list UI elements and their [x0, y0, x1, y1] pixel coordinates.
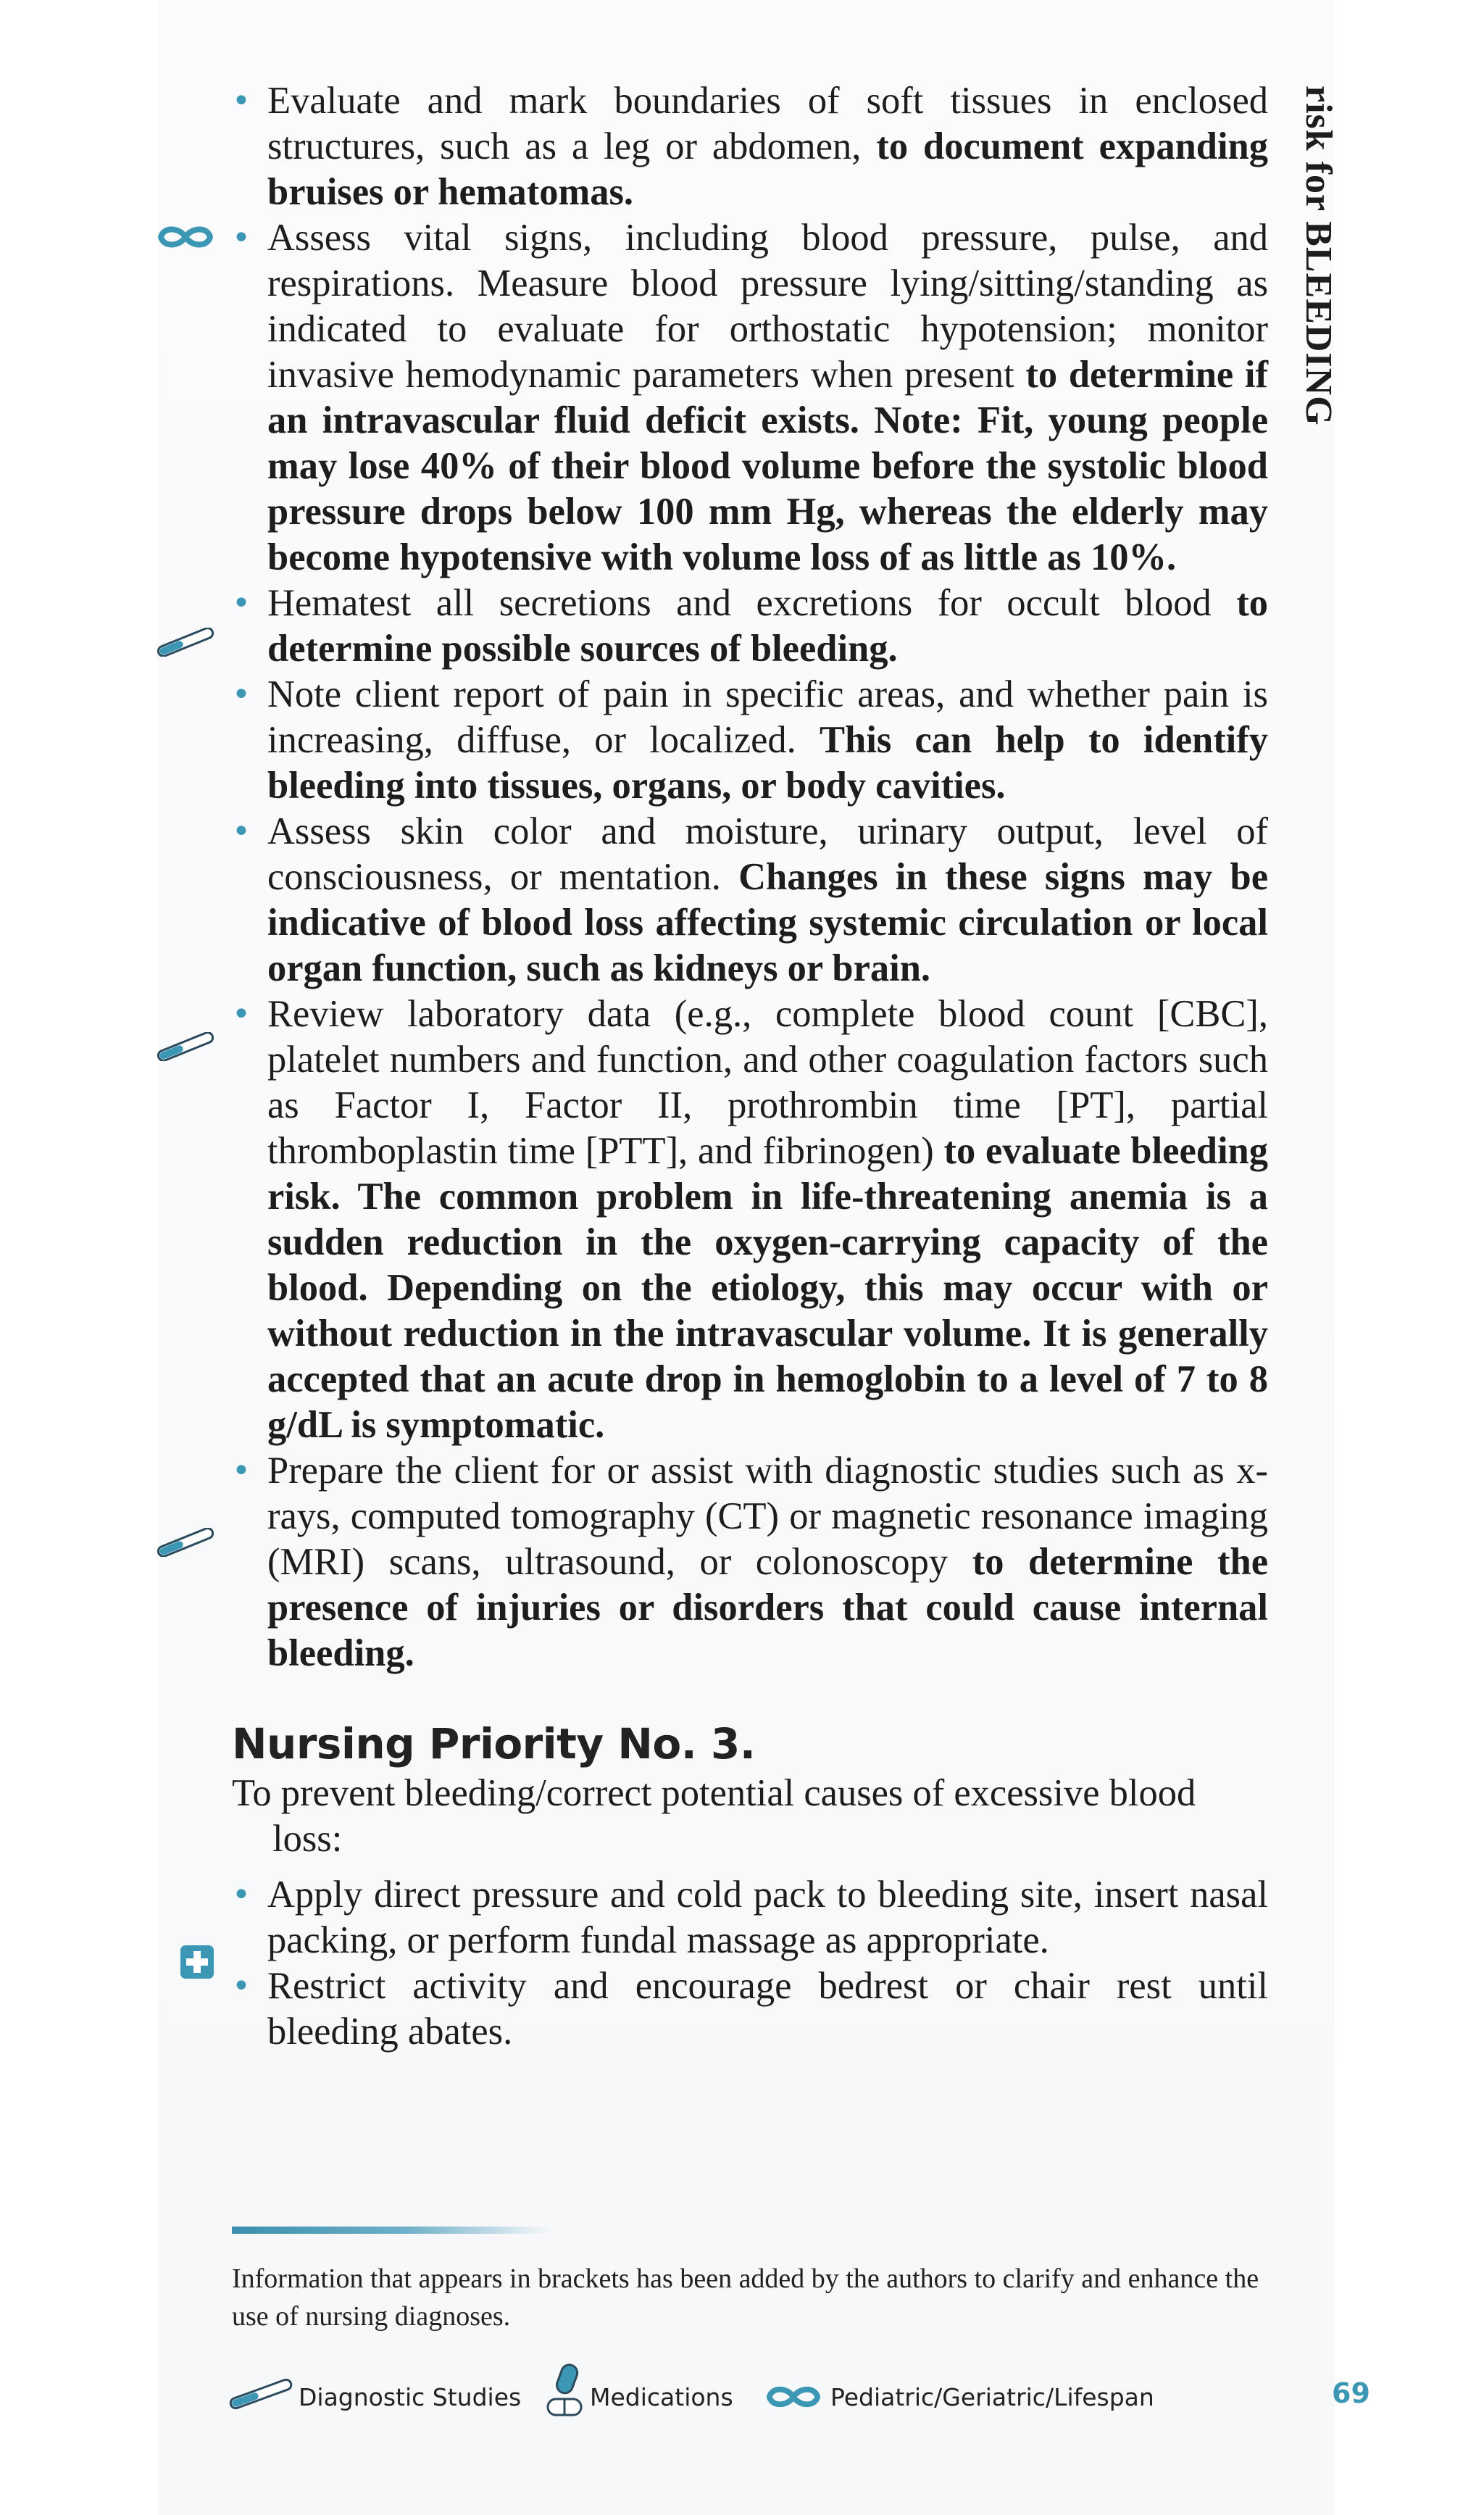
- section-heading: Nursing Priority No. 3.: [232, 1719, 756, 1768]
- footnote: Information that appears in brackets has been added by the authors to clarify and enhance the use of nursing diagnoses.: [232, 2264, 1259, 2332]
- bullet-dot: •: [232, 813, 251, 850]
- list-item: [232, 581, 1268, 672]
- list-item: [232, 809, 1268, 992]
- main-content: [232, 78, 1268, 2055]
- pill-bottle-icon: [545, 2361, 584, 2419]
- test-tube-icon: [155, 1032, 216, 1061]
- list-item: [232, 992, 1268, 1448]
- bullet-text: Note client report of pain in specific areas, and whether pain is increasing, diffuse, or localized. This can help to identify bleeding into tissues, organs, or body cavities.: [267, 673, 1268, 807]
- list-item: [232, 78, 1268, 215]
- bullet-dot: •: [232, 1876, 251, 1913]
- bullet-dot: •: [232, 1452, 251, 1489]
- infinity-icon: [764, 2383, 823, 2411]
- bullet-text: Apply direct pressure and cold pack to bleeding site, insert nasal packing, or perform fundal massage as appropriate.: [267, 1874, 1268, 1961]
- bullet-text: Assess skin color and moisture, urinary output, level of consciousness, or mentation. Changes in these signs may be indicative of blood loss affecting systemic circulation or local organ function, such as kidneys or brain.: [267, 810, 1268, 989]
- bullet-dot: •: [232, 585, 251, 622]
- bullet-text: Prepare the client for or assist with diagnostic studies such as x-rays, computed tomography (CT) or magnetic resonance imaging (MRI) scans, ultrasound, or colonoscopy to determine the presence of injuries or disorders that could cause internal bleeding.: [267, 1450, 1269, 1674]
- running-head: risk for BLEEDING: [1298, 86, 1339, 426]
- bullet-dot: •: [232, 83, 251, 120]
- list-item: [232, 215, 1268, 581]
- plus-box-icon: [180, 1945, 214, 1979]
- section-intro: To prevent bleeding/correct potential causes of excessive blood loss:: [232, 1772, 1196, 1860]
- legend-lifespan-label: Pediatric/Geriatric/Lifespan: [830, 2383, 1154, 2411]
- legend-diagnostic-label: Diagnostic Studies: [299, 2383, 522, 2411]
- bullet-text: Restrict activity and encourage bedrest or chair rest until bleeding abates.: [267, 1965, 1268, 2053]
- icon-legend: [232, 2373, 1362, 2424]
- footnote-rule: [232, 2227, 551, 2234]
- list-item: [232, 1448, 1268, 1676]
- list-item: [232, 1872, 1268, 1963]
- bullet-text: Hematest all secretions and excretions for occult blood to determine possible sources of bleeding.: [267, 582, 1268, 670]
- bullet-text: Review laboratory data (e.g., complete blood count [CBC], platelet numbers and function, and other coagulation factors such as Factor I, Factor II, prothrombin time [PT], partial thromboplastin time [PTT], and fibrinogen) to evaluate bleeding risk. The common problem in life-threatening anemia is a sudden reduction in the oxygen-carrying capacity of the blood. Depending on the etiology, this may occur with or without reduction in the intravascular volume. It is generally accepted that an acute drop in hemoglobin to a level of 7 to 8 g/dL is symptomatic.: [267, 993, 1269, 1446]
- list-item: [232, 1963, 1268, 2055]
- bullet-dot: •: [232, 220, 251, 257]
- page-number: 69: [1332, 2377, 1370, 2409]
- test-tube-icon: [228, 2377, 294, 2411]
- test-tube-icon: [155, 628, 216, 657]
- bullet-dot: •: [232, 1968, 251, 2005]
- infinity-icon: [155, 223, 216, 251]
- bullet-text: Assess vital signs, including blood pressure, pulse, and respirations. Measure blood pressure lying/sitting/standing as indicated to evaluate for orthostatic hypotension; monitor invasive hemodynamic parameters when present to determine if an intravascular fluid deficit exists. Note: Fit, young people may lose 40% of their blood volume before the systolic blood pressure drops below 100 mm Hg, whereas the elderly may become hypotensive with volume loss of as little as 10%.: [267, 217, 1268, 578]
- legend-medications-label: Medications: [590, 2383, 733, 2411]
- bullet-dot: •: [232, 996, 251, 1033]
- list-item: [232, 672, 1268, 809]
- bullet-text: Evaluate and mark boundaries of soft tissues in enclosed structures, such as a leg or abdomen, to document expanding bruises or hematomas.: [267, 80, 1269, 213]
- test-tube-icon: [155, 1528, 216, 1557]
- bullet-dot: •: [232, 676, 251, 713]
